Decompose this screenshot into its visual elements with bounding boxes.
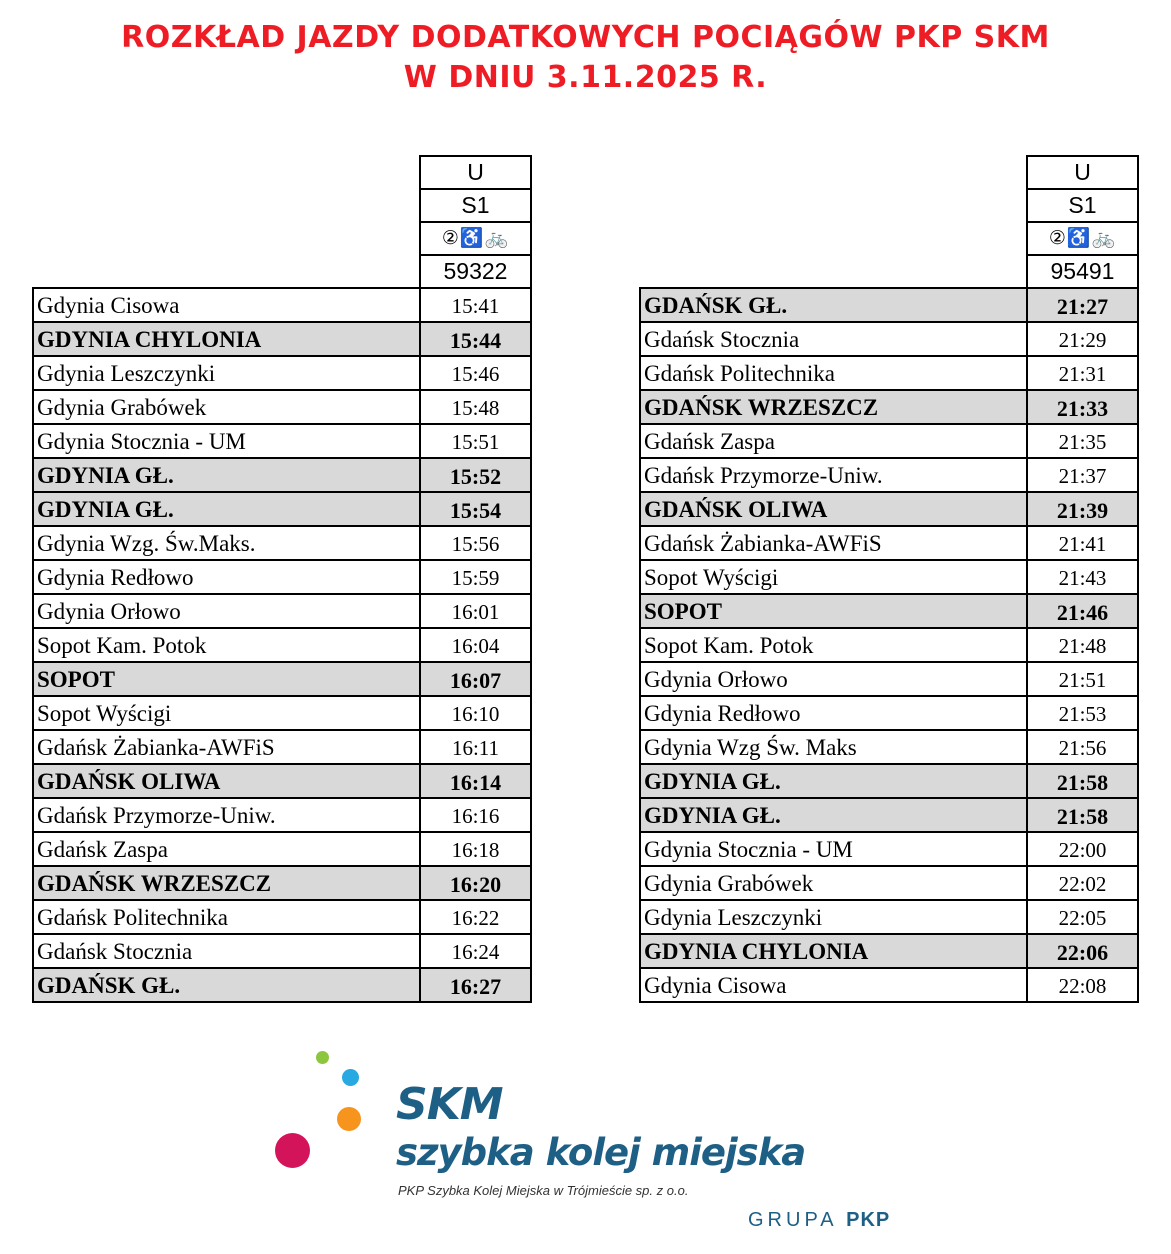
station-name: GDAŃSK OLIWA	[33, 764, 420, 798]
table-row	[33, 730, 531, 764]
page-title: ROZKŁAD JAZDY DODATKOWYCH POCIĄGÓW PKP SKM	[121, 20, 1050, 55]
departure-time: 22:08	[1027, 968, 1138, 1002]
departure-time: 21:31	[1027, 356, 1138, 390]
departure-time: 15:41	[420, 288, 531, 322]
departure-time: 15:59	[420, 560, 531, 594]
departure-time: 21:27	[1027, 288, 1138, 322]
table-row	[33, 560, 531, 594]
station-name: Gdynia Stocznia - UM	[640, 832, 1027, 866]
page-subtitle-date: W DNIU 3.11.2025 R.	[403, 60, 768, 95]
departure-time: 21:48	[1027, 628, 1138, 662]
departure-time: 16:14	[420, 764, 531, 798]
table-row	[640, 526, 1138, 560]
station-name: GDAŃSK WRZESZCZ	[33, 866, 420, 900]
departure-time: 22:06	[1027, 934, 1138, 968]
departure-time: 16:27	[420, 968, 531, 1002]
table-row	[640, 560, 1138, 594]
departure-time: 16:07	[420, 662, 531, 696]
station-name: Sopot Wyścigi	[33, 696, 420, 730]
table-row	[33, 900, 531, 934]
departure-time: 21:33	[1027, 390, 1138, 424]
station-name: Gdynia Cisowa	[640, 968, 1027, 1002]
train-amenities-icons: ②♿🚲	[1027, 222, 1138, 255]
station-name: Gdańsk Stocznia	[640, 322, 1027, 356]
train-line: S1	[420, 189, 531, 222]
departure-time: 15:48	[420, 390, 531, 424]
departure-time: 21:46	[1027, 594, 1138, 628]
station-name: Gdańsk Żabianka-AWFiS	[33, 730, 420, 764]
departure-time: 21:39	[1027, 492, 1138, 526]
table-row	[33, 424, 531, 458]
table-row	[640, 798, 1138, 832]
table-row	[640, 934, 1138, 968]
station-name: Gdańsk Stocznia	[33, 934, 420, 968]
departure-time: 15:56	[420, 526, 531, 560]
departure-time: 21:37	[1027, 458, 1138, 492]
departure-time: 21:58	[1027, 798, 1138, 832]
station-name: GDAŃSK GŁ.	[33, 968, 420, 1002]
station-name: Gdynia Redłowo	[33, 560, 420, 594]
station-name: Gdańsk Politechnika	[640, 356, 1027, 390]
logo-group	[748, 1209, 890, 1232]
station-name: Gdańsk Politechnika	[33, 900, 420, 934]
table-row	[33, 526, 531, 560]
station-name: GDAŃSK OLIWA	[640, 492, 1027, 526]
table-row	[33, 798, 531, 832]
departure-time: 16:20	[420, 866, 531, 900]
table-row	[640, 424, 1138, 458]
table-row	[640, 492, 1138, 526]
station-name: Gdynia Orłowo	[640, 662, 1027, 696]
table-row	[33, 968, 531, 1002]
train-amenities-icons: ②♿🚲	[420, 222, 531, 255]
logo-company-name: PKP Szybka Kolej Miejska w Trójmieście sp. z o.o.	[398, 1183, 689, 1198]
table-row	[33, 866, 531, 900]
station-name: Gdynia Wzg Św. Maks	[640, 730, 1027, 764]
station-name: GDYNIA CHYLONIA	[640, 934, 1027, 968]
table-row	[640, 696, 1138, 730]
station-name: Gdynia Redłowo	[640, 696, 1027, 730]
departure-time: 21:58	[1027, 764, 1138, 798]
table-row	[33, 696, 531, 730]
train-line: S1	[1027, 189, 1138, 222]
departure-time: 22:00	[1027, 832, 1138, 866]
logo-dot-blue	[342, 1069, 359, 1086]
timetable-body	[640, 156, 1138, 1002]
departure-time: 15:52	[420, 458, 531, 492]
table-row	[640, 764, 1138, 798]
table-row	[33, 288, 531, 322]
table-row	[33, 594, 531, 628]
logo-dot-orange	[337, 1107, 361, 1131]
table-row	[33, 832, 531, 866]
departure-time: 16:10	[420, 696, 531, 730]
table-row	[640, 594, 1138, 628]
table-row	[640, 288, 1138, 322]
table-row	[640, 390, 1138, 424]
departure-time: 21:53	[1027, 696, 1138, 730]
station-name: Gdynia Wzg. Św.Maks.	[33, 526, 420, 560]
timetable-body	[33, 156, 531, 1002]
departure-time: 16:16	[420, 798, 531, 832]
train-number: 59322	[420, 255, 531, 288]
table-row	[640, 458, 1138, 492]
station-name: Sopot Wyścigi	[640, 560, 1027, 594]
departure-time: 15:51	[420, 424, 531, 458]
table-row	[33, 764, 531, 798]
logo-tagline: szybka kolej miejska	[396, 1131, 806, 1174]
train-category: U	[1027, 156, 1138, 189]
departure-time: 21:35	[1027, 424, 1138, 458]
table-row	[640, 968, 1138, 1002]
table-row	[640, 322, 1138, 356]
station-name: Gdynia Orłowo	[33, 594, 420, 628]
table-row	[640, 628, 1138, 662]
station-name: Gdańsk Żabianka-AWFiS	[640, 526, 1027, 560]
table-row	[640, 662, 1138, 696]
departure-time: 22:02	[1027, 866, 1138, 900]
table-row	[640, 356, 1138, 390]
station-name: Gdańsk Zaspa	[640, 424, 1027, 458]
station-name: Sopot Kam. Potok	[640, 628, 1027, 662]
table-row	[640, 832, 1138, 866]
departure-time: 16:18	[420, 832, 531, 866]
station-name: GDYNIA CHYLONIA	[33, 322, 420, 356]
departure-time: 21:56	[1027, 730, 1138, 764]
station-name: Gdynia Leszczynki	[640, 900, 1027, 934]
station-name: Gdynia Cisowa	[33, 288, 420, 322]
station-name: SOPOT	[33, 662, 420, 696]
station-name: Gdańsk Przymorze-Uniw.	[640, 458, 1027, 492]
departure-time: 16:24	[420, 934, 531, 968]
departure-time: 21:51	[1027, 662, 1138, 696]
logo-group-prefix: GRUPA	[748, 1209, 837, 1231]
departure-time: 15:46	[420, 356, 531, 390]
table-row	[33, 322, 531, 356]
departure-time: 21:29	[1027, 322, 1138, 356]
logo-brand: SKM	[396, 1079, 503, 1130]
departure-time: 16:01	[420, 594, 531, 628]
timetable-train-95491	[639, 155, 1139, 1003]
logo-dot-green	[316, 1051, 329, 1064]
table-row	[640, 730, 1138, 764]
station-name: GDYNIA GŁ.	[640, 764, 1027, 798]
table-row	[640, 866, 1138, 900]
station-name: Gdańsk Przymorze-Uniw.	[33, 798, 420, 832]
station-name: GDYNIA GŁ.	[33, 458, 420, 492]
departure-time: 22:05	[1027, 900, 1138, 934]
table-row	[33, 492, 531, 526]
station-name: Gdynia Grabówek	[640, 866, 1027, 900]
station-name: Gdańsk Zaspa	[33, 832, 420, 866]
departure-time: 21:41	[1027, 526, 1138, 560]
timetable-train-59322	[32, 155, 532, 1003]
table-row	[33, 390, 531, 424]
departure-time: 15:54	[420, 492, 531, 526]
station-name: GDAŃSK WRZESZCZ	[640, 390, 1027, 424]
train-number: 95491	[1027, 255, 1138, 288]
departure-time: 16:04	[420, 628, 531, 662]
table-row	[33, 458, 531, 492]
departure-time: 15:44	[420, 322, 531, 356]
station-name: GDAŃSK GŁ.	[640, 288, 1027, 322]
logo-dot-red	[275, 1133, 310, 1168]
departure-time: 16:22	[420, 900, 531, 934]
departure-time: 21:43	[1027, 560, 1138, 594]
station-name: Gdynia Stocznia - UM	[33, 424, 420, 458]
station-name: Sopot Kam. Potok	[33, 628, 420, 662]
table-row	[640, 900, 1138, 934]
table-row	[33, 628, 531, 662]
table-row	[33, 662, 531, 696]
station-name: Gdynia Grabówek	[33, 390, 420, 424]
train-category: U	[420, 156, 531, 189]
table-row	[33, 934, 531, 968]
table-row	[33, 356, 531, 390]
station-name: SOPOT	[640, 594, 1027, 628]
station-name: GDYNIA GŁ.	[640, 798, 1027, 832]
skm-logo	[270, 1045, 910, 1245]
logo-group-name: PKP	[846, 1209, 891, 1231]
station-name: GDYNIA GŁ.	[33, 492, 420, 526]
station-name: Gdynia Leszczynki	[33, 356, 420, 390]
departure-time: 16:11	[420, 730, 531, 764]
